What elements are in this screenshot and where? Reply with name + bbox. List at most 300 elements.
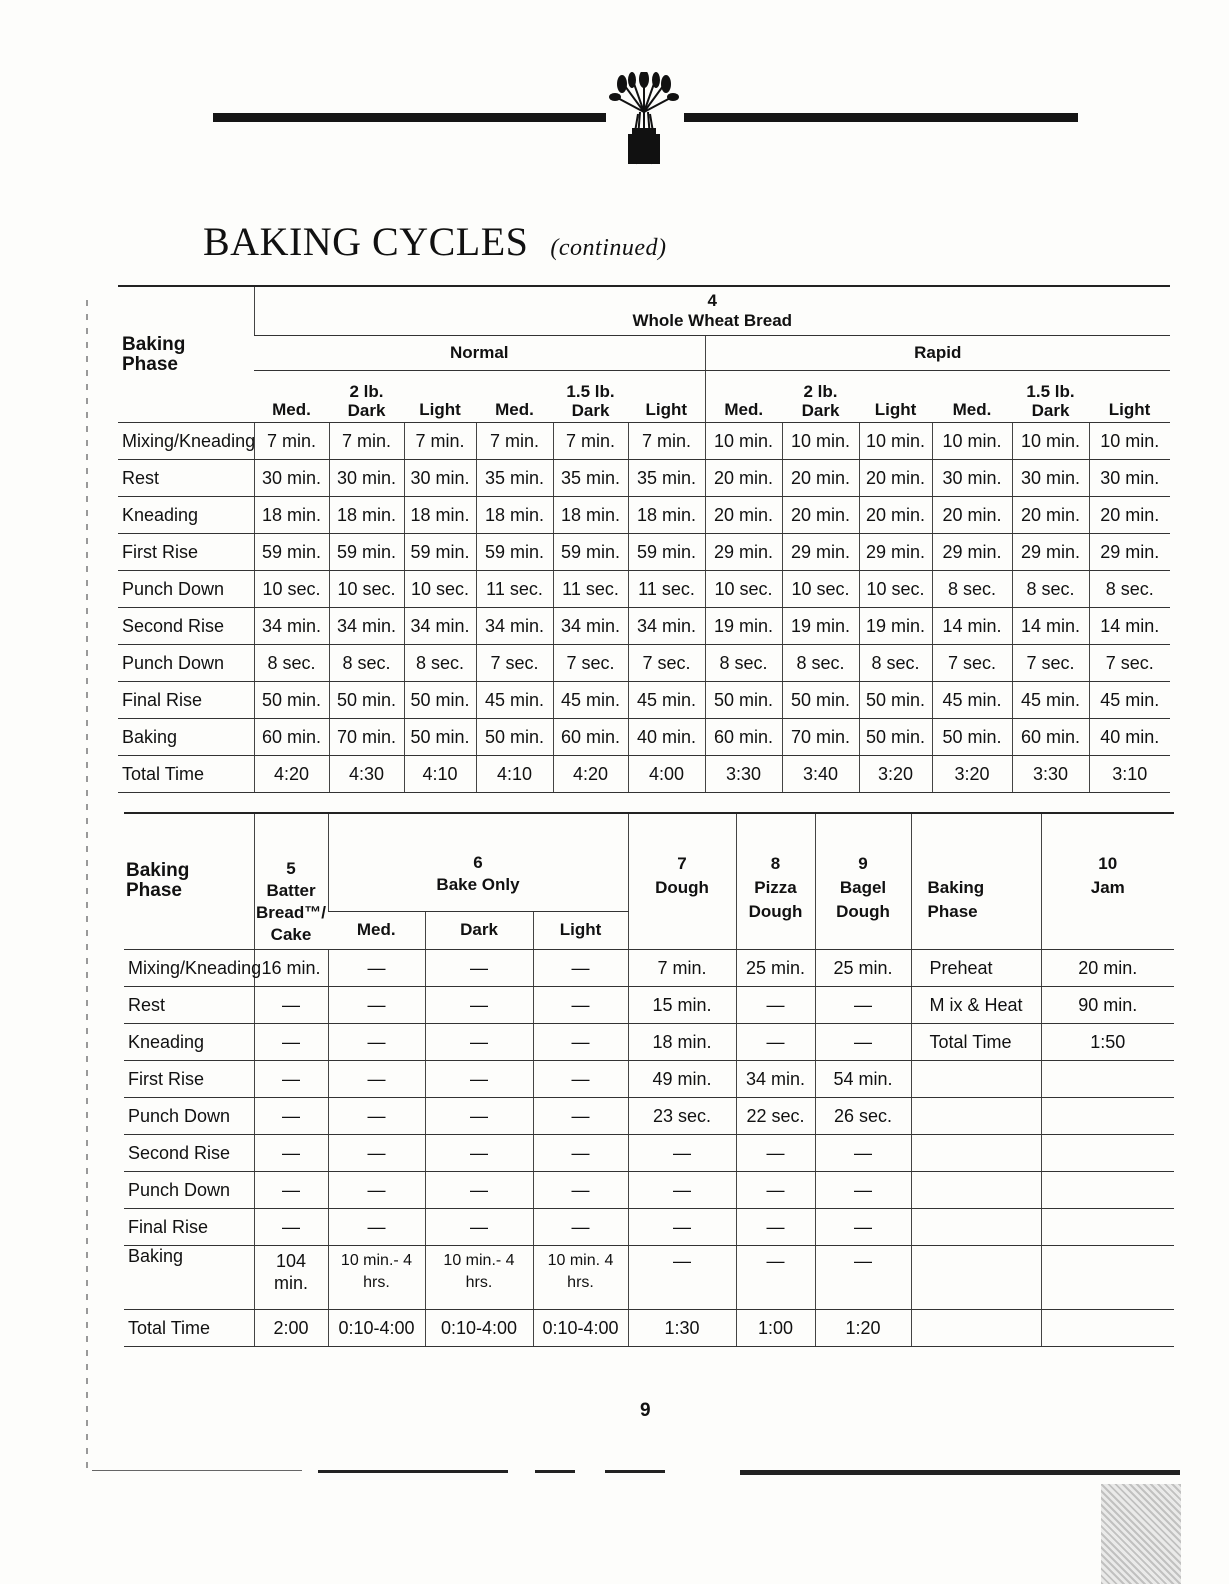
cycle-8-header — [736, 813, 815, 949]
wheat-sheaf-icon — [602, 72, 686, 168]
cell-value: 60 min. — [553, 719, 628, 756]
cell-value: 4:10 — [476, 756, 553, 793]
phase-header-line1: Baking — [126, 860, 190, 882]
cycle-5-number: 5 — [286, 858, 296, 878]
cell-value: — — [328, 1060, 425, 1097]
cell-value: — — [328, 1171, 425, 1208]
header-rule-left — [213, 113, 606, 122]
jam-cell-value: 1:50 — [1041, 1023, 1174, 1060]
cycle-7-header — [628, 813, 736, 949]
cell-value: 40 min. — [628, 719, 705, 756]
cell-value: 50 min. — [476, 719, 553, 756]
cell-value: 59 min. — [254, 534, 329, 571]
cell-value: — — [815, 986, 911, 1023]
cell-value: 20 min. — [1089, 497, 1170, 534]
cell-value: 19 min. — [782, 608, 859, 645]
size-label: 1.5 lb. — [1026, 382, 1075, 401]
cell-value: 0:10-4:00 — [328, 1309, 425, 1346]
cell-value: — — [815, 1208, 911, 1245]
cell-value: 18 min. — [404, 497, 476, 534]
cell-value: — — [254, 1060, 328, 1097]
shade-light: Light — [628, 371, 705, 423]
cell-value: — — [328, 986, 425, 1023]
cell-value: 4:00 — [628, 756, 705, 793]
cell-value: 7 sec. — [1089, 645, 1170, 682]
row-label: Punch Down — [118, 645, 254, 682]
cell-value: 10 min. — [1089, 423, 1170, 460]
cell-value: 70 min. — [782, 719, 859, 756]
cell-value: — — [736, 1023, 815, 1060]
cell-value: 2:00 — [254, 1309, 328, 1346]
scan-corner-noise — [1101, 1484, 1181, 1584]
table-row — [118, 756, 1170, 793]
cell-value: — — [533, 1023, 628, 1060]
footer-rule — [605, 1470, 665, 1473]
cell-value: 19 min. — [859, 608, 932, 645]
cell-value: — — [254, 986, 328, 1023]
cell-value: 7 sec. — [932, 645, 1012, 682]
cell-value: 8 sec. — [329, 645, 404, 682]
row-label: Rest — [124, 986, 254, 1023]
bake-only-light: Light — [533, 911, 628, 949]
cell-value: 10 sec. — [254, 571, 329, 608]
row-label: Mixing/Kneading — [124, 949, 254, 986]
row-label: Punch Down — [124, 1097, 254, 1134]
cell-value: 20 min. — [705, 460, 782, 497]
cell-value: 10 min. — [782, 423, 859, 460]
cell-value: — — [425, 949, 533, 986]
row-label: First Rise — [124, 1060, 254, 1097]
shade-light: Light — [404, 371, 476, 423]
cell-value: 7 sec. — [553, 645, 628, 682]
whole-wheat-rows — [118, 423, 1170, 793]
jam-phase-line1: Baking — [927, 878, 985, 897]
jam-row-label: M ix & Heat — [911, 986, 1041, 1023]
cell-value: 45 min. — [932, 682, 1012, 719]
cycle-9-number: 9 — [858, 854, 868, 873]
cycle-5-name2: Bread™/ — [256, 902, 326, 922]
cell-value: — — [736, 1134, 815, 1171]
cycle-5-header — [254, 813, 328, 949]
cell-value: 29 min. — [1089, 534, 1170, 571]
cell-value: 59 min. — [553, 534, 628, 571]
cell-value: 18 min. — [476, 497, 553, 534]
cycle-6-name: Bake Only — [436, 875, 520, 894]
header-rule-right — [684, 113, 1078, 122]
cell-value: 50 min. — [329, 682, 404, 719]
cell-value: — — [533, 1097, 628, 1134]
cell-value: 45 min. — [1012, 682, 1089, 719]
jam-row-label — [911, 1134, 1041, 1171]
cell-value: 10 sec. — [329, 571, 404, 608]
cell-value: 20 min. — [932, 497, 1012, 534]
jam-cell-value — [1041, 1245, 1174, 1309]
row-label: Punch Down — [118, 571, 254, 608]
shade-dark: Dark — [1031, 401, 1070, 420]
cell-value: 10 min. — [932, 423, 1012, 460]
cell-value: 54 min. — [815, 1060, 911, 1097]
shade-light: Light — [859, 371, 932, 423]
cell-value: 8 sec. — [932, 571, 1012, 608]
cell-value: 8 sec. — [782, 645, 859, 682]
table-row — [124, 1134, 1174, 1171]
cell-value: — — [254, 1208, 328, 1245]
cell-value: 10 sec. — [782, 571, 859, 608]
cell-value: 3:10 — [1089, 756, 1170, 793]
cell-value: 20 min. — [859, 497, 932, 534]
footer-rule — [740, 1470, 1180, 1475]
cell-value: 10 min.- 4 hrs. — [328, 1245, 425, 1309]
cell-value: 20 min. — [705, 497, 782, 534]
footer-rule — [318, 1470, 508, 1473]
cell-value: — — [533, 1060, 628, 1097]
cycle-4-number: 4 — [707, 291, 717, 310]
cell-value: 3:30 — [1012, 756, 1089, 793]
table-row — [124, 986, 1174, 1023]
cycle-9-name1: Bagel — [839, 878, 887, 897]
cell-value: — — [628, 1171, 736, 1208]
jam-row-label — [911, 1060, 1041, 1097]
cell-value: 23 sec. — [628, 1097, 736, 1134]
cell-value: 34 min. — [628, 608, 705, 645]
page-number: 9 — [640, 1400, 651, 1421]
cycle-4-header — [254, 286, 1170, 336]
cell-value: 18 min. — [628, 1023, 736, 1060]
cell-value: 20 min. — [859, 460, 932, 497]
cell-value: 29 min. — [705, 534, 782, 571]
cell-value: 60 min. — [1012, 719, 1089, 756]
cell-value: — — [254, 1097, 328, 1134]
jam-row-label — [911, 1171, 1041, 1208]
cell-value: 35 min. — [553, 460, 628, 497]
cell-value: 8 sec. — [254, 645, 329, 682]
cycle-7-name: Dough — [655, 878, 709, 897]
cell-value: 22 sec. — [736, 1097, 815, 1134]
jam-cell-value — [1041, 1060, 1174, 1097]
cell-value: 29 min. — [1012, 534, 1089, 571]
mode-rapid: Rapid — [705, 336, 1170, 371]
cell-value: 7 sec. — [476, 645, 553, 682]
cell-value: — — [254, 1023, 328, 1060]
whole-wheat-table — [118, 285, 1170, 793]
cell-value: 10 sec. — [705, 571, 782, 608]
cell-value: 29 min. — [859, 534, 932, 571]
cell-value: 34 min. — [404, 608, 476, 645]
cell-value: 60 min. — [254, 719, 329, 756]
cell-value: 29 min. — [932, 534, 1012, 571]
cell-value: 10 min. — [859, 423, 932, 460]
cell-value: 10 min. — [705, 423, 782, 460]
cell-value: 20 min. — [782, 460, 859, 497]
cycle-10-number: 10 — [1098, 854, 1118, 873]
cell-value: 10 min. — [1012, 423, 1089, 460]
cell-value: 16 min. — [254, 949, 328, 986]
cycles-5-10-table — [124, 812, 1174, 1347]
cell-value: 30 min. — [1012, 460, 1089, 497]
shade-med: Med. — [254, 371, 329, 423]
cell-value: — — [328, 1208, 425, 1245]
cell-value: 7 sec. — [628, 645, 705, 682]
jam-cell-value — [1041, 1309, 1174, 1346]
cycle-5-name1: Batter — [266, 880, 316, 900]
jam-row-label — [911, 1245, 1041, 1309]
cell-value: 1:00 — [736, 1309, 815, 1346]
jam-cell-value — [1041, 1208, 1174, 1245]
cell-value: 18 min. — [628, 497, 705, 534]
cell-value: 30 min. — [1089, 460, 1170, 497]
cell-value: — — [533, 986, 628, 1023]
cell-value: 3:40 — [782, 756, 859, 793]
cell-value: 50 min. — [705, 682, 782, 719]
row-label: Total Time — [124, 1309, 254, 1346]
cell-value: 19 min. — [705, 608, 782, 645]
cell-value: 30 min. — [932, 460, 1012, 497]
size-1-5lb-dark — [553, 371, 628, 423]
cell-value: 4:20 — [254, 756, 329, 793]
title-sub: (continued) — [550, 235, 667, 261]
cell-value: 3:30 — [705, 756, 782, 793]
cell-value: 25 min. — [815, 949, 911, 986]
cell-value: — — [425, 1208, 533, 1245]
row-label: First Rise — [118, 534, 254, 571]
cell-value: 34 min. — [476, 608, 553, 645]
cell-value: 8 sec. — [859, 645, 932, 682]
shade-med: Med. — [705, 371, 782, 423]
cell-value: — — [254, 1134, 328, 1171]
table-row — [124, 1171, 1174, 1208]
cell-value: 50 min. — [404, 682, 476, 719]
jam-cell-value: 20 min. — [1041, 949, 1174, 986]
jam-row-label — [911, 1208, 1041, 1245]
cycle-9-name2: Dough — [836, 902, 890, 921]
cycle-10-name: Jam — [1090, 878, 1125, 897]
cycle-6-header — [328, 813, 628, 911]
table-row — [124, 1060, 1174, 1097]
cell-value: 34 min. — [329, 608, 404, 645]
table-row — [118, 460, 1170, 497]
cell-value: — — [815, 1023, 911, 1060]
cell-value: 35 min. — [628, 460, 705, 497]
cell-value: — — [736, 1208, 815, 1245]
cell-value: 15 min. — [628, 986, 736, 1023]
cell-value: — — [533, 1171, 628, 1208]
cell-value: 3:20 — [859, 756, 932, 793]
cell-value: — — [533, 949, 628, 986]
mode-normal: Normal — [254, 336, 705, 371]
cycles-5-10-rows — [124, 949, 1174, 1346]
cell-value: 30 min. — [329, 460, 404, 497]
cell-value: 4:20 — [553, 756, 628, 793]
cell-value: — — [815, 1134, 911, 1171]
phase-header-line1: Baking — [122, 333, 186, 355]
cell-value: 14 min. — [932, 608, 1012, 645]
row-label: Mixing/Kneading — [118, 423, 254, 460]
table-row — [124, 1208, 1174, 1245]
row-label: Baking — [124, 1245, 254, 1309]
cell-value: 10 sec. — [404, 571, 476, 608]
cell-value: 50 min. — [859, 682, 932, 719]
cell-value: 8 sec. — [404, 645, 476, 682]
cell-value: 7 sec. — [1012, 645, 1089, 682]
cycle-4-name: Whole Wheat Bread — [632, 311, 793, 330]
cycle-9-header — [815, 813, 911, 949]
cell-value: 59 min. — [628, 534, 705, 571]
size-label: 2 lb. — [803, 382, 838, 401]
table-row — [118, 497, 1170, 534]
cell-value: — — [533, 1134, 628, 1171]
cell-value: 45 min. — [553, 682, 628, 719]
cell-value: 50 min. — [782, 682, 859, 719]
table-row — [118, 608, 1170, 645]
shade-dark: Dark — [801, 401, 840, 420]
jam-cell-value — [1041, 1171, 1174, 1208]
cell-value: — — [533, 1208, 628, 1245]
cell-value: — — [328, 949, 425, 986]
cell-value: — — [425, 1023, 533, 1060]
table-row — [118, 571, 1170, 608]
cell-value: — — [425, 986, 533, 1023]
cell-value: 4:10 — [404, 756, 476, 793]
table-row — [118, 423, 1170, 460]
cell-value: 11 sec. — [628, 571, 705, 608]
cell-value: 34 min. — [553, 608, 628, 645]
row-label: Second Rise — [118, 608, 254, 645]
row-label: Baking — [118, 719, 254, 756]
cell-value: — — [628, 1208, 736, 1245]
cell-value: 18 min. — [254, 497, 329, 534]
cell-value: 0:10-4:00 — [533, 1309, 628, 1346]
table-row — [118, 719, 1170, 756]
cell-value: — — [736, 986, 815, 1023]
cell-value: 34 min. — [736, 1060, 815, 1097]
cell-value: 10 min.- 4 hrs. — [425, 1245, 533, 1309]
row-label: Rest — [118, 460, 254, 497]
cell-value: — — [425, 1134, 533, 1171]
shade-dark: Dark — [571, 401, 610, 420]
jam-row-label: Total Time — [911, 1023, 1041, 1060]
table-row — [118, 534, 1170, 571]
title-main: BAKING CYCLES — [203, 219, 529, 264]
size-2lb-dark — [782, 371, 859, 423]
cell-value: 7 min. — [628, 949, 736, 986]
cell-value: 3:20 — [932, 756, 1012, 793]
cell-value: — — [328, 1097, 425, 1134]
size-2lb-dark — [329, 371, 404, 423]
cell-value: 14 min. — [1012, 608, 1089, 645]
row-label: Kneading — [118, 497, 254, 534]
jam-row-label — [911, 1309, 1041, 1346]
cell-value: 60 min. — [705, 719, 782, 756]
cell-value: 30 min. — [254, 460, 329, 497]
cycle-6-number: 6 — [473, 853, 483, 872]
cell-value: 1:30 — [628, 1309, 736, 1346]
cell-value: 8 sec. — [1012, 571, 1089, 608]
cell-value: 7 min. — [628, 423, 705, 460]
cell-value: 29 min. — [782, 534, 859, 571]
cycle-5-name3: Cake — [270, 924, 312, 944]
cell-value: 59 min. — [476, 534, 553, 571]
table-row — [124, 1245, 1174, 1309]
baking-phase-header — [118, 286, 254, 423]
cell-value: — — [328, 1023, 425, 1060]
cell-value: 14 min. — [1089, 608, 1170, 645]
cell-value: 59 min. — [404, 534, 476, 571]
cell-value: 45 min. — [1089, 682, 1170, 719]
jam-row-label — [911, 1097, 1041, 1134]
page-title — [203, 218, 667, 265]
cell-value: — — [425, 1097, 533, 1134]
cell-value: 20 min. — [782, 497, 859, 534]
cell-value: 8 sec. — [705, 645, 782, 682]
cell-value: 11 sec. — [476, 571, 553, 608]
cell-value: 50 min. — [859, 719, 932, 756]
row-label: Final Rise — [124, 1208, 254, 1245]
cycle-7-number: 7 — [677, 854, 687, 873]
size-label: 2 lb. — [349, 382, 384, 401]
cycle-10-header — [1041, 813, 1174, 949]
cell-value: 8 sec. — [1089, 571, 1170, 608]
cell-value: — — [628, 1245, 736, 1309]
cell-value: 50 min. — [404, 719, 476, 756]
cycle-8-name1: Pizza — [754, 878, 797, 897]
jam-cell-value — [1041, 1134, 1174, 1171]
phase-header-line2: Phase — [126, 880, 182, 902]
cell-value: — — [425, 1171, 533, 1208]
footer-rule — [92, 1470, 302, 1471]
row-label: Punch Down — [124, 1171, 254, 1208]
table-row — [124, 1023, 1174, 1060]
cell-value: 7 min. — [476, 423, 553, 460]
jam-row-label: Preheat — [911, 949, 1041, 986]
cell-value: — — [815, 1171, 911, 1208]
size-label: 1.5 lb. — [566, 382, 615, 401]
cell-value: 0:10-4:00 — [425, 1309, 533, 1346]
cell-value: 49 min. — [628, 1060, 736, 1097]
table-row — [124, 1309, 1174, 1346]
shade-med: Med. — [932, 371, 1012, 423]
cell-value: 1:20 — [815, 1309, 911, 1346]
cell-value: 45 min. — [476, 682, 553, 719]
cell-value: 50 min. — [254, 682, 329, 719]
baking-phase-header — [124, 813, 254, 949]
table-row — [118, 645, 1170, 682]
bake-only-med: Med. — [328, 911, 425, 949]
cell-value: — — [254, 1171, 328, 1208]
cell-value: 18 min. — [553, 497, 628, 534]
cell-value: 7 min. — [404, 423, 476, 460]
phase-header-line2: Phase — [122, 353, 178, 375]
cycle-8-number: 8 — [770, 854, 781, 873]
cell-value: 18 min. — [329, 497, 404, 534]
cell-value: 40 min. — [1089, 719, 1170, 756]
cell-value: 59 min. — [329, 534, 404, 571]
table-row — [124, 1097, 1174, 1134]
cell-value: 34 min. — [254, 608, 329, 645]
cell-value: 10 sec. — [859, 571, 932, 608]
size-1-5lb-dark — [1012, 371, 1089, 423]
shade-light: Light — [1089, 371, 1170, 423]
scan-edge-mark — [86, 300, 88, 1470]
jam-phase-header — [911, 813, 1041, 949]
cell-value: 30 min. — [404, 460, 476, 497]
cell-value: 11 sec. — [553, 571, 628, 608]
cell-value: — — [628, 1134, 736, 1171]
cell-value: 25 min. — [736, 949, 815, 986]
jam-cell-value — [1041, 1097, 1174, 1134]
bake-only-dark: Dark — [425, 911, 533, 949]
cell-value: 4:30 — [329, 756, 404, 793]
footer-rule — [535, 1470, 575, 1473]
